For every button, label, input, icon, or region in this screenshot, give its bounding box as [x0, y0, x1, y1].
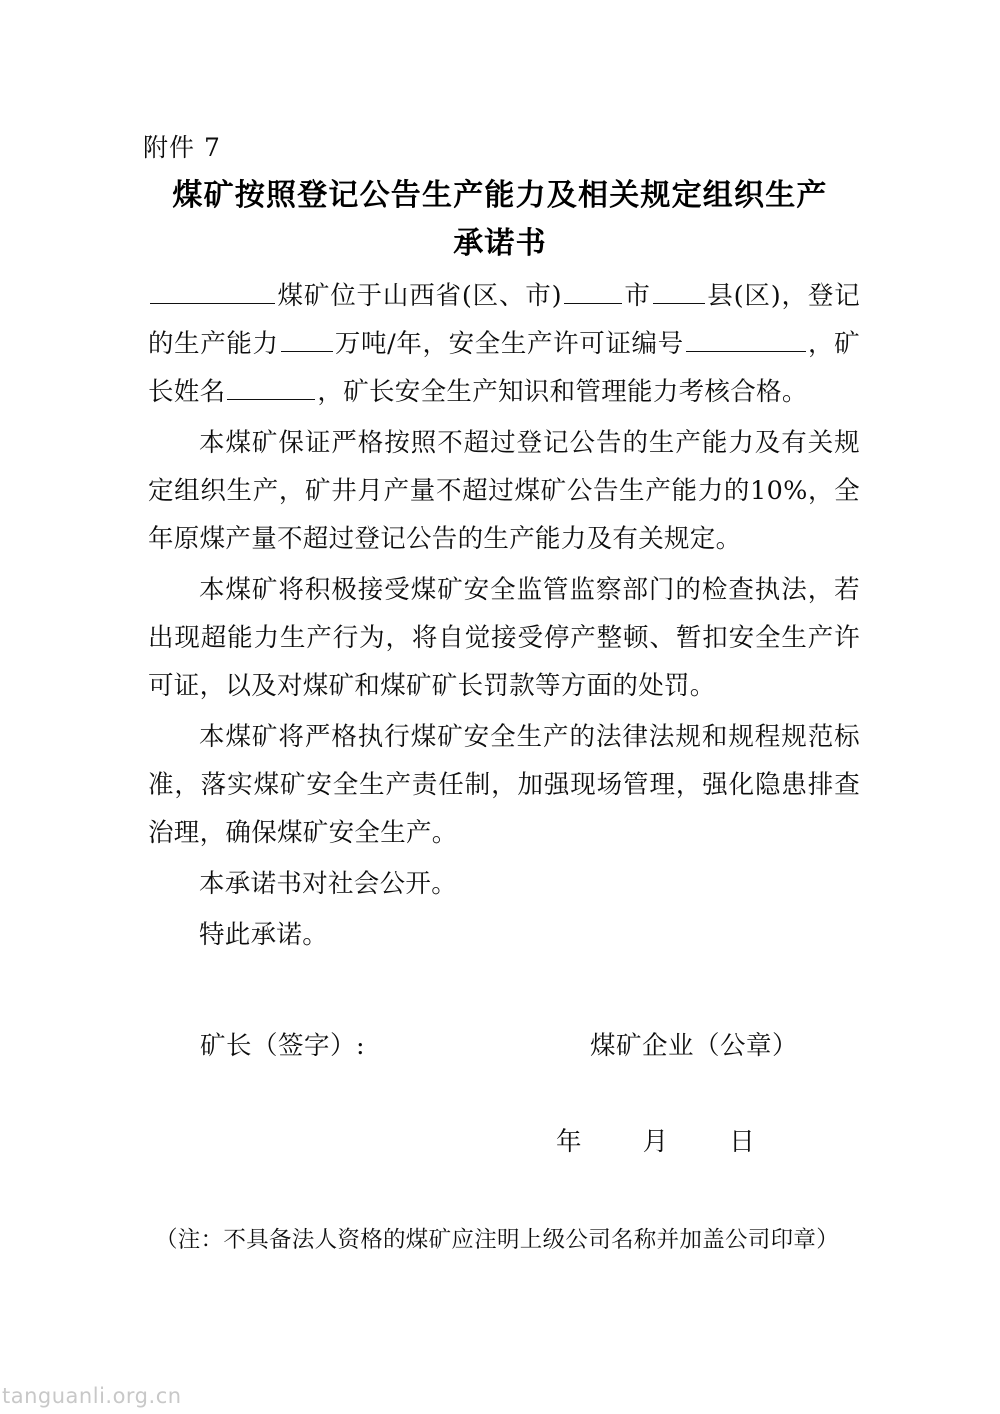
date-year-label: 年	[556, 1127, 583, 1157]
watermark: tanguanli.org.cn	[2, 1384, 182, 1408]
document-title	[140, 172, 860, 268]
paragraph-intro	[148, 272, 860, 416]
blank-county[interactable]	[653, 277, 705, 304]
signature-manager-label: 矿长（签字）:	[200, 1031, 366, 1061]
paragraph-4: 本煤矿将严格执行煤矿安全生产的法律法规和规程规范标准，落实煤矿安全生产责任制，加强现场管理，强化隐患排查治理，确保煤矿安全生产。	[148, 722, 860, 848]
blank-license-number[interactable]	[686, 325, 806, 352]
blank-manager-name[interactable]	[227, 373, 315, 400]
intro-text-f: ，矿长姓名	[148, 329, 860, 407]
intro-text-c: 县(区)，	[706, 281, 808, 311]
paragraph-3: 本煤矿将积极接受煤矿安全监管监察部门的检查执法，若出现超能力生产行为，将自觉接受停产整顿、暂扣安全生产许可证，以及对煤矿和煤矿矿长罚款等方面的处罚。	[148, 575, 860, 701]
paragraph-6: 特此承诺。	[199, 920, 329, 950]
signature-company-label: 煤矿企业（公章）	[590, 1031, 799, 1061]
attachment-label: 附件 7	[143, 133, 221, 162]
paragraph-2: 本煤矿保证严格按照不超过登记公告的生产能力及有关规定组织生产，矿井月产量不超过煤矿公告生产能力的10%，全年原煤产量不超过登记公告的生产能力及有关规定。	[148, 428, 860, 554]
title-line-2: 承诺书	[453, 226, 547, 261]
title-line-1: 煤矿按照登记公告生产能力及相关规定组织生产	[172, 178, 828, 213]
document-body	[148, 272, 860, 962]
date-month-label: 月	[642, 1127, 669, 1157]
blank-capacity[interactable]	[281, 325, 333, 352]
intro-text-d: 登记的生产能力	[148, 281, 860, 359]
intro-text-g: ，矿长安全生产知识和管理能	[317, 377, 653, 407]
date-line	[556, 1122, 755, 1158]
intro-text-h: 力考核合格。	[652, 377, 808, 407]
intro-text-b: 市	[623, 281, 651, 311]
intro-text-e: 万吨/年，安全生产许可证编号	[334, 329, 684, 359]
intro-text-a: 煤矿位于山西省(区、市)	[277, 281, 562, 311]
blank-city[interactable]	[564, 277, 622, 304]
blank-mine-name[interactable]	[150, 277, 275, 304]
date-day-label: 日	[729, 1127, 756, 1157]
footnote: （注：不具备法人资格的煤矿应注明上级公司名称并加盖公司印章）	[155, 1227, 840, 1253]
paragraph-5: 本承诺书对社会公开。	[199, 869, 458, 899]
